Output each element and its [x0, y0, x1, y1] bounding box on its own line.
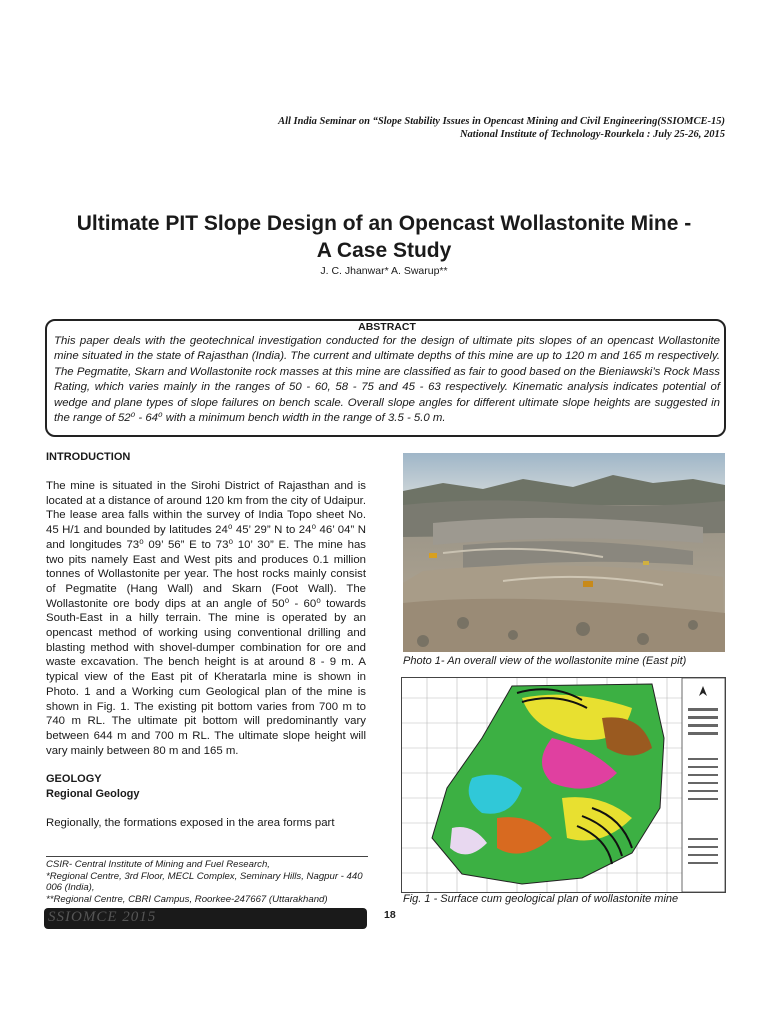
footnote-institute: CSIR- Central Institute of Mining and Fuel Research, [46, 859, 270, 870]
geology-heading: GEOLOGY [46, 773, 102, 786]
abstract-heading: ABSTRACT [358, 321, 416, 333]
geological-plan-illustration [402, 678, 725, 892]
geology-text: Regionally, the formations exposed in the area forms part [46, 817, 335, 830]
page-number: 18 [384, 909, 396, 921]
introduction-heading: INTRODUCTION [46, 451, 131, 463]
authors: J. C. Jhanwar* A. Swarup** [320, 265, 448, 277]
abstract-text: This paper deals with the geotechnical investigation conducted for the design of ultimate pits slopes of an opencast Wollastonite mine situated in the state of Rajasthan (India). The current and ultimate depths of this mine are up to 120 m and 165 m respectively. The Pegmatite, Skarn and Wollastonite rock masses at this mine are classified as fair to good based on the Bieniawski’s Rock Mass Rating, which varies mainly in the ranges of 50 - 60, 58 - 75 and 45 - 63 respectively. Kinematic analysis indicates potential of wedge and plane types of slope failures on bench scale. Overall slope angles for different ultimate slope heights are suggested in the range of 52⁰ - 64⁰ with a minimum bench width in the range of 3.5 - 5.0 m. [54, 335, 720, 425]
regional-geology-heading: Regional Geology [46, 788, 140, 801]
mine-photo [403, 453, 725, 652]
footer-logo-bar [44, 908, 367, 929]
map-caption: Fig. 1 - Surface cum geological plan of wollastonite mine [403, 893, 679, 905]
paper-title-line1: Ultimate PIT Slope Design of an Opencast Wollastonite Mine - [76, 212, 692, 235]
footer-logo-text: SSIOMCE 2015 [48, 909, 157, 925]
geological-plan-figure [401, 677, 726, 893]
abstract-box [45, 319, 726, 437]
footnote-roorkee: **Regional Centre, CBRI Campus, Roorkee-247667 (Uttarakhand) [46, 893, 328, 905]
paper-title [30, 210, 738, 264]
mine-photo-illustration [403, 453, 725, 652]
footnote-nagpur: *Regional Centre, 3rd Floor, MECL Complex, Seminary Hills, Nagpur - 440 006 (India), [46, 870, 363, 894]
footnotes [46, 856, 368, 905]
conference-header-line2: National Institute of Technology-Rourkela : July 25-26, 2015 [459, 129, 725, 140]
introduction-text: The mine is situated in the Sirohi District of Rajasthan and is located at a distance of around 120 km from the city of Udaipur. The lease area falls within the survey of India Topo sheet No. 45 H/1 and bounded by latitudes 24⁰ 45’ 29” N to 24⁰ 46’ 04” N and longitudes 73⁰ 09’ 56” E to 73⁰ 10’ 30” E. The mine has two pits namely East and West pits and produces 0.1 million tonnes of Wollastonite per year. The host rocks mainly consist of Pegmatite (Hang Wall) and Skarn (Foot Wall). The Wollastonite ore body dips at an angle of 50⁰ - 60⁰ towards South-East in a hilly terrain. The mine is operated by an opencast method of working using conventional drilling and blasting method with shovel-dumper combination for ore and waste excavation. The bench height is at around 8 - 9 m. A typical view of the East pit of Kheratarla mine is shown in Photo. 1 and a Working cum Geological plan of the mine is shown in Fig. 1. The existing pit bottom varies from 700 m to 740 m RL. The ultimate pit bottom will predominantly vary between 644 m and 700 m RL. The ultimate slope height will vary mainly between 80 m and 165 m. [46, 480, 366, 757]
left-column [46, 450, 366, 831]
conference-header [85, 115, 725, 141]
paper-title-line2: A Case Study [316, 239, 452, 262]
photo-caption: Photo 1- An overall view of the wollastonite mine (East pit) [403, 655, 687, 667]
conference-header-line1: All India Seminar on “Slope Stability Issues in Opencast Mining and Civil Engineering(SSIOMCE-15) [278, 116, 725, 127]
